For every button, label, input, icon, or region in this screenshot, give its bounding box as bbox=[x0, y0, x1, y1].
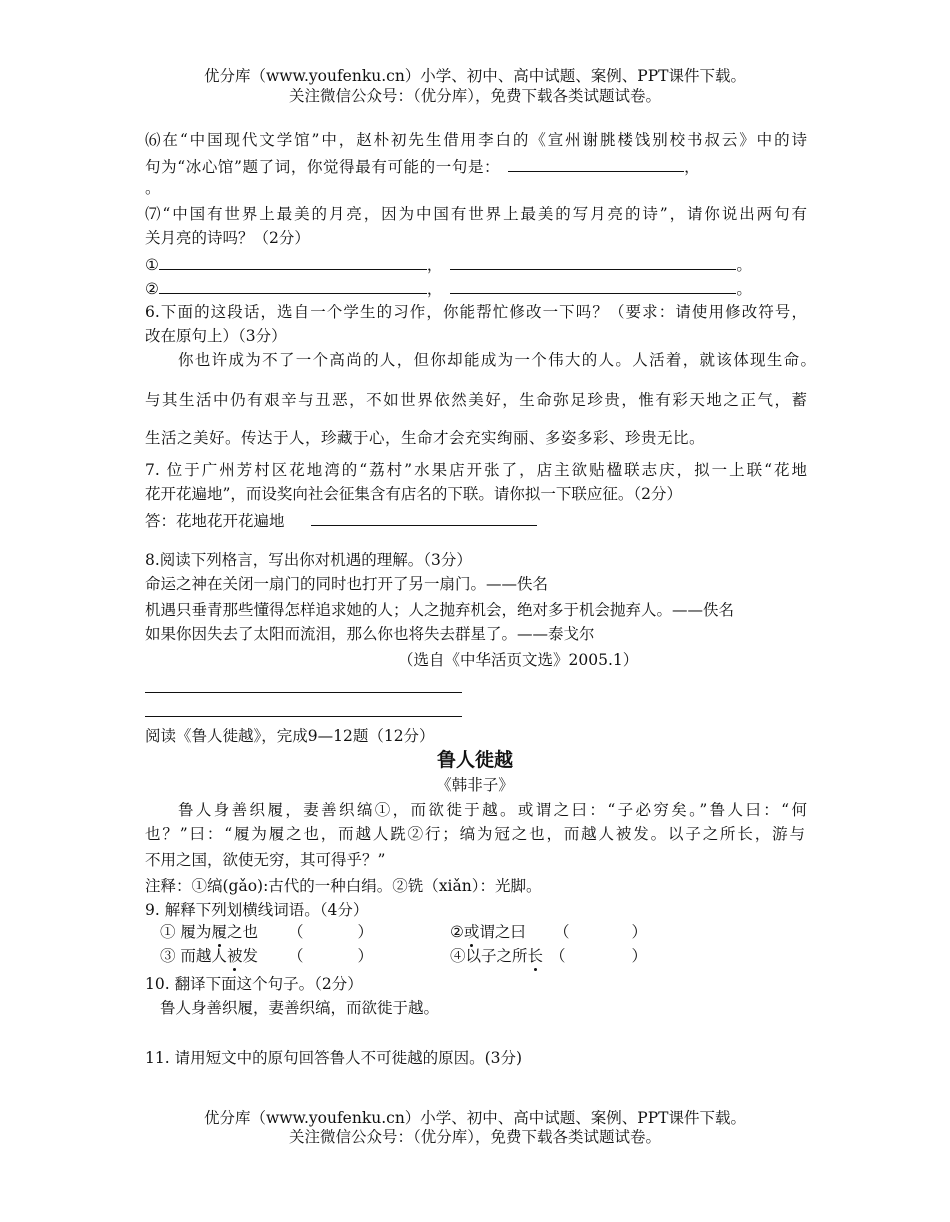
q9-item-1-prefix: ① 履为 bbox=[160, 923, 212, 941]
paren-left: （ bbox=[288, 923, 304, 941]
q9-item-4-keyword: 长 bbox=[527, 947, 544, 965]
mark-2: ② bbox=[145, 280, 159, 298]
q7-answer-text: 答：花地花开花遍地 bbox=[145, 512, 285, 530]
paren-right: ） bbox=[631, 947, 648, 965]
reading-paragraph-2: 也？”曰：“履为履之也，而越人跣②行；缟为冠之也，而越人被发。以子之所长，游与 bbox=[145, 825, 805, 843]
q7sub-line-2: 关月亮的诗吗？（2分） bbox=[145, 229, 310, 247]
q7-line-1: 7. 位于广州芳村区花地湾的“荔村”水果店开张了，店主欲贴楹联志庆，拟一上联“花地 bbox=[145, 461, 807, 479]
q9-item-2-keyword: 或 bbox=[463, 923, 480, 941]
q9-item-3-blank[interactable] bbox=[288, 946, 373, 966]
reading-intro: 阅读《鲁人徙越》，完成9—12题（12分） bbox=[145, 727, 435, 745]
q9-item-1-suffix: 之也 bbox=[226, 923, 258, 941]
q11-title: 11. 请用短文中的原句回答鲁人不可徙越的原因。(3分) bbox=[145, 1049, 523, 1067]
q7sub-answer-row-2 bbox=[145, 278, 752, 299]
header-line-2: 关注微信公众号：（优分库），免费下载各类试题试卷。 bbox=[288, 87, 661, 105]
footer-line-2: 关注微信公众号：（优分库），免费下载各类试题试卷。 bbox=[288, 1128, 661, 1146]
q9-item-1-keyword: 履 bbox=[211, 923, 227, 941]
paren-right: ） bbox=[631, 923, 648, 941]
q10-sentence: 鲁人身善织履，妻善织缟，而欲徙于越。 bbox=[160, 999, 440, 1017]
q6sub-line-2 bbox=[145, 156, 700, 177]
q8-source: （选自《中华活页文选》2005.1） bbox=[398, 651, 639, 669]
q9-item-2 bbox=[450, 922, 526, 942]
answer-blank[interactable] bbox=[450, 278, 736, 294]
answer-blank[interactable] bbox=[508, 156, 684, 172]
reading-author: 《韩非子》 bbox=[436, 776, 514, 794]
q9-item-4 bbox=[450, 946, 543, 966]
footer-line-1: 优分库（www.youfenku.cn）小学、初中、高中试题、案例、PPT课件下载。 bbox=[203, 1109, 747, 1127]
q8-quote-1: 命运之神在关闭一扇门的同时也打开了另一扇门。——佚名 bbox=[145, 575, 549, 593]
q9-item-3-suffix: 发 bbox=[242, 947, 258, 965]
comma: ， bbox=[684, 158, 700, 176]
comma: ， bbox=[426, 256, 443, 274]
q7-answer-row bbox=[145, 510, 537, 531]
q9-item-1 bbox=[160, 922, 258, 942]
answer-blank[interactable] bbox=[311, 510, 537, 526]
q6-line-2: 改在原句上）（3分） bbox=[145, 327, 287, 345]
q9-item-3 bbox=[160, 946, 258, 966]
q9-title: 9. 解释下列划横线词语。（4分） bbox=[145, 901, 369, 919]
q6-paragraph-1: 你也许成为不了一个高尚的人，但你却能成为一个伟大的人。人活着，就该体现生命。 bbox=[178, 351, 816, 369]
reading-title: 鲁人徙越 bbox=[436, 749, 513, 771]
answer-line[interactable] bbox=[145, 716, 462, 717]
header-line-1: 优分库（www.youfenku.cn）小学、初中、高中试题、案例、PPT课件下载。 bbox=[203, 67, 747, 85]
q9-item-4-blank[interactable] bbox=[550, 946, 647, 966]
paren-left: （ bbox=[550, 947, 566, 965]
q8-line-1: 8.阅读下列格言，写出你对机遇的理解。（3分） bbox=[145, 551, 472, 569]
q9-item-1-blank[interactable] bbox=[288, 922, 373, 942]
q9-item-3-keyword: 被 bbox=[226, 947, 243, 965]
q9-item-2-prefix: ② bbox=[450, 923, 464, 941]
q8-quote-2: 机遇只垂青那些懂得怎样追求她的人；人之抛弃机会，绝对多于机会抛弃人。——佚名 bbox=[145, 601, 735, 619]
q6-line-1: 6.下面的这段话，选自一个学生的习作，你能帮忙修改一下吗？（要求：请使用修改符号， bbox=[145, 303, 807, 321]
answer-line[interactable] bbox=[145, 692, 462, 693]
q6-paragraph-2: 与其生活中仍有艰辛与丑恶，不如世界依然美好，生命弥足珍贵，惟有彩天地之正气，蓄 bbox=[145, 391, 807, 409]
q7sub-line-1: ⑺“中国有世界上最美的月亮，因为中国有世界上最美的写月亮的诗”，请你说出两句有 bbox=[145, 205, 807, 223]
paren-right: ） bbox=[357, 947, 374, 965]
reading-note: 注释：①缟(gǎo):古代的一种白绢。②铣（xiǎn）：光脚。 bbox=[145, 877, 542, 895]
q7sub-answer-row-1 bbox=[145, 254, 752, 275]
answer-blank[interactable] bbox=[159, 254, 427, 270]
period: 。 bbox=[736, 280, 752, 298]
q9-item-4-prefix: ④以子之所 bbox=[450, 947, 528, 965]
q10-title: 10. 翻译下面这个句子。（2分） bbox=[145, 975, 363, 993]
q9-item-2-blank[interactable] bbox=[554, 922, 647, 942]
q6sub-line-1: ⑹在“中国现代文学馆”中，赵朴初先生借用李白的《宣州谢朓楼饯别校书叔云》中的诗 bbox=[145, 131, 807, 149]
paren-left: （ bbox=[554, 923, 570, 941]
q6-paragraph-3: 生活之美好。传达于人，珍藏于心，生命才会充实绚丽、多姿多彩、珍贵无比。 bbox=[145, 429, 706, 447]
q6sub-line-2-text: 句为“冰心馆”题了词，你觉得最有可能的一句是： bbox=[145, 158, 501, 176]
reading-paragraph-3: 不用之国，欲使无穷，其可得乎？” bbox=[145, 851, 386, 869]
q9-item-3-prefix: ③ 而越人 bbox=[160, 947, 227, 965]
answer-blank[interactable] bbox=[450, 254, 736, 270]
paren-right: ） bbox=[357, 923, 374, 941]
q8-quote-3: 如果你因失去了太阳而流泪，那么你也将失去群星了。——泰戈尔 bbox=[145, 625, 595, 643]
answer-blank[interactable] bbox=[159, 278, 427, 294]
mark-1: ① bbox=[145, 256, 159, 274]
paren-left: （ bbox=[288, 947, 304, 965]
reading-paragraph-1: 鲁人身善织履，妻善织缟①，而欲徙于越。或谓之曰：“子必穷矣。”鲁人曰：“何 bbox=[178, 801, 807, 819]
q6sub-end: 。 bbox=[145, 179, 161, 197]
q9-item-2-suffix: 谓之曰 bbox=[479, 923, 526, 941]
period: 。 bbox=[736, 256, 752, 274]
q7-line-2: 花开花遍地”，而设奖向社会征集含有店名的下联。请你拟一下联应征。（2分） bbox=[145, 485, 683, 503]
comma: ， bbox=[426, 280, 443, 298]
